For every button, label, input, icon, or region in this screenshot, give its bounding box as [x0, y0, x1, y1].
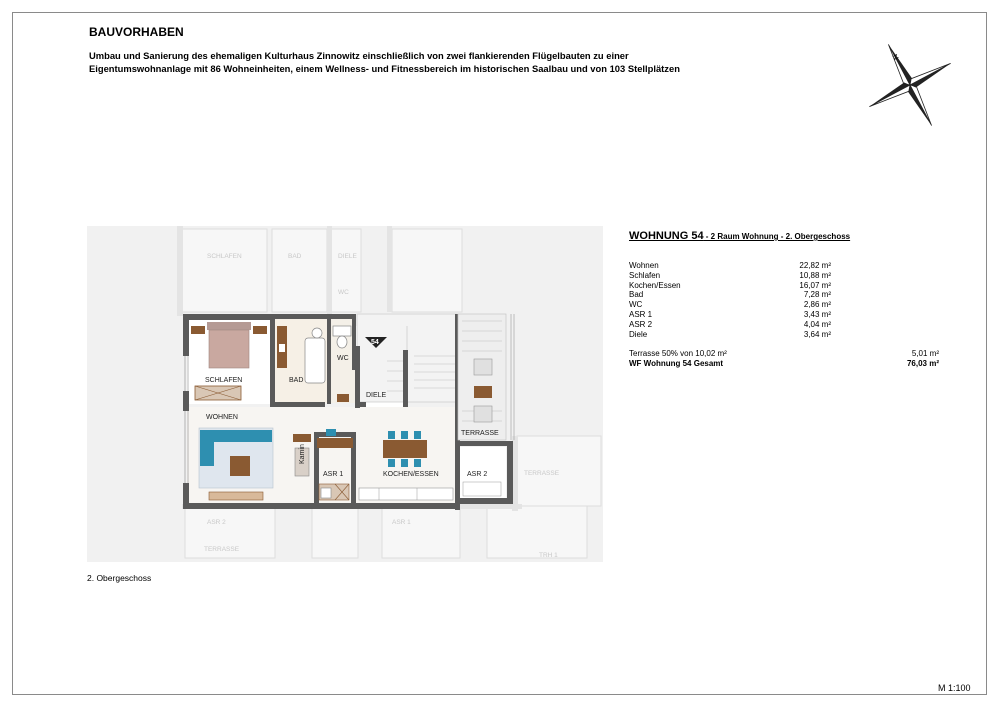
asr2-shelf [463, 482, 501, 496]
room-row [629, 330, 939, 340]
total-value: 76,03 m² [906, 358, 939, 368]
floor-plan [87, 226, 603, 562]
terrace-area [458, 314, 514, 440]
unit-subtitle: - 2 Raum Wohnung - 2. Obergeschoss [703, 232, 851, 241]
room-name: Schlafen [629, 270, 661, 280]
terrace-row [629, 349, 939, 359]
room-name: Kochen/Essen [629, 280, 681, 290]
compass-rose-icon [864, 40, 956, 130]
room-row [629, 320, 939, 330]
ghost-label-trh-bottom: TRH 1 [539, 552, 558, 559]
project-description [89, 50, 789, 75]
room-area: 3,64 m² [803, 329, 831, 339]
total-row [629, 359, 939, 369]
ghost-label-terrasse-bottom: TERRASSE [204, 546, 240, 553]
room-area: 4,04 m² [803, 319, 831, 329]
room-row [629, 290, 939, 300]
floor-label: 2. Obergeschoss [87, 573, 152, 583]
label-asr1: ASR 1 [323, 471, 344, 478]
ghost-label-asr2: ASR 2 [207, 519, 226, 526]
room-area: 3,43 m² [803, 309, 831, 319]
total-label: WF Wohnung 54 Gesamt [629, 358, 724, 368]
room-area: 16,07 m² [799, 280, 831, 290]
room-area: 7,28 m² [803, 290, 831, 300]
ghost-label-terrasse-right: TERRASSE [524, 470, 560, 477]
room-name: ASR 1 [629, 309, 653, 319]
room-name: Diele [629, 329, 648, 339]
room-row [629, 271, 939, 281]
room-name: Bad [629, 290, 644, 300]
compass-north-letter: N [890, 53, 900, 62]
unit-title: WOHNUNG 54 [629, 230, 704, 242]
description-line-2: Eigentumswohnanlage mit 86 Wohneinheiten, einem Wellness- und Fitnessbereich im historischen Saalbau und von 103 Stellplätzen [89, 62, 680, 74]
ghost-label-diele: DIELE [338, 253, 357, 260]
terrace-label: Terrasse 50% von 10,02 m² [629, 349, 727, 358]
label-asr2: ASR 2 [467, 471, 488, 478]
label-wc: WC [337, 355, 349, 362]
label-kochen-essen: KOCHEN/ESSEN [383, 471, 439, 478]
label-wohnen: WOHNEN [206, 414, 238, 421]
ghost-label-bad: BAD [288, 253, 302, 260]
ghost-label-wc: WC [338, 289, 349, 296]
room-row [629, 300, 939, 310]
room-row [629, 261, 939, 271]
room-area-table [629, 261, 939, 339]
unit-number: 54 [371, 339, 379, 346]
terrace-value: 5,01 m² [911, 349, 939, 358]
room-name: Wohnen [629, 261, 659, 270]
room-name: ASR 2 [629, 319, 653, 329]
room-row [629, 310, 939, 320]
label-kamin: Kamin [299, 444, 306, 464]
room-area: 10,88 m² [799, 270, 831, 280]
room-name: WC [629, 300, 643, 310]
floor-plan-drawing [87, 226, 603, 562]
room-area: 22,82 m² [799, 261, 831, 270]
label-bad: BAD [289, 377, 304, 384]
unit-summary [629, 349, 939, 369]
ghost-label-asr1: ASR 1 [392, 519, 411, 526]
room-row [629, 281, 939, 291]
label-terrasse: TERRASSE [461, 430, 499, 437]
description-line-1: Umbau und Sanierung des ehemaligen Kulturhaus Zinnowitz einschließlich von zwei flankierenden Flügelbauten zu einer [89, 50, 629, 61]
label-diele: DIELE [366, 392, 387, 399]
unit-heading [629, 230, 850, 242]
scale-label: M 1:100 [938, 683, 971, 693]
ghost-label-schlafen: SCHLAFEN [207, 253, 242, 260]
project-title: BAUVORHABEN [89, 25, 184, 39]
room-area: 2,86 m² [803, 300, 831, 310]
label-schlafen: SCHLAFEN [205, 377, 243, 384]
